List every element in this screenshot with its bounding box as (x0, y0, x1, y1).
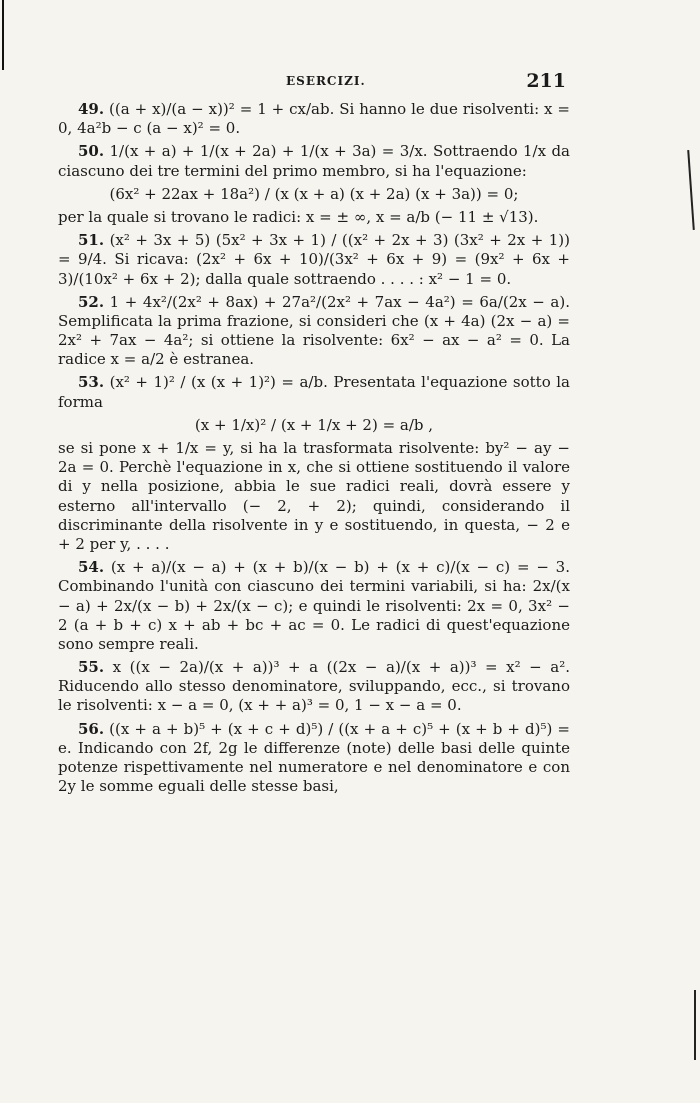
exercise-text: (x² + 3x + 5) (5x² + 3x + 1) / ((x² + 2x + 3) (3x² + 2x + 1)) = 9/4. Si ricava: (2x² + 6x + 10)/(3x² + 6x + 9) = (9x² + 6x + 3)/(10x² + 6x + 2); dalla quale sottraendo . . . . : x² − 1 = 0. (58, 231, 570, 288)
exercise-number: 55. (78, 658, 105, 677)
exercise-number: 50. (78, 142, 105, 161)
exercise-text: (x² + 1)² / (x (x + 1)²) = a/b. Presentata l'equazione sotto la forma (58, 373, 570, 411)
exercise-51 (58, 231, 570, 289)
page-number: 211 (526, 70, 566, 92)
exercise-text: ((x + a + b)⁵ + (x + c + d)⁵) / ((x + a + c)⁵ + (x + b + d)⁵) = e. Indicando con 2f, 2g le differenze (note) delle basi delle quinte potenze rispettivamente nel numeratore e nel denominatore e con 2y le somme eguali delle stesse basi, (58, 719, 570, 796)
exercise-number: 56. (78, 719, 105, 738)
exercise-number: 52. (78, 292, 105, 311)
exercise-number: 49. (78, 100, 105, 118)
exercise-text: 1 + 4x²/(2x² + 8ax) + 27a²/(2x² + 7ax − 4a²) = 6a/(2x − a). Semplificata la prima frazione, si consideri che (x + 4a) (2x − a) = 2x² + 7ax − 4a²; si ottiene la risolvente: 6x² − ax − a² = 0. La radice x = a/2 è estranea. (58, 292, 570, 369)
exercise-54 (58, 558, 570, 654)
exercise-number: 53. (78, 373, 105, 392)
display-equation: (x + 1/x)² / (x + 1/x + 2) = a/b , (194, 415, 434, 434)
exercise-text: ((a + x)/(a − x))² = 1 + cx/ab. Si hanno le due risolventi: x = 0, 4a²b − c (a − x)² = 0. (58, 100, 570, 138)
exercise-continuation: per la quale si trovano le radici: x = ± ∞, x = a/b (− 11 ± √13). (58, 207, 539, 226)
display-equation: (6x² + 22ax + 18a²) / (x (x + a) (x + 2a) (x + 3a)) = 0; (109, 184, 519, 203)
exercise-55 (58, 658, 570, 716)
scan-edge-mark (687, 150, 695, 230)
exercise-49 (58, 100, 570, 138)
scan-edge-mark (2, 0, 4, 70)
exercise-50 (58, 142, 570, 180)
exercise-56 (58, 720, 570, 797)
exercise-continuation: se si pone x + 1/x = y, si ha la trasformata risolvente: by² − ay − 2a = 0. Perchè l'equazione in x, che si ottiene sostituendo il valore di y nella posizione, abbia le sue radici reali, dovrà essere y esterno all'intervallo (− 2, + 2); quindi, considerando il discriminante della risolvente in y e sostituendo, in questa, − 2 e + 2 per y, . . . . (58, 439, 570, 553)
exercise-53 (58, 373, 570, 411)
exercise-text: x ((x − 2a)/(x + a))³ + a ((2x − a)/(x + a))³ = x² − a². Riducendo allo stesso denominatore, sviluppando, ecc., si trovano le risolventi: x − a = 0, (x + + a)³ = 0, 1 − x − a = 0. (58, 658, 570, 715)
exercise-list (58, 100, 570, 800)
running-title: ESERCIZI. (286, 74, 366, 88)
exercise-number: 54. (78, 558, 105, 577)
page-header (58, 70, 570, 94)
scan-edge-mark (694, 990, 696, 1060)
exercise-text: (x + a)/(x − a) + (x + b)/(x − b) + (x + c)/(x − c) = − 3. Combinando l'unità con ciascuno dei termini variabili, si ha: 2x/(x − a) + 2x/(x − b) + 2x/(x − c); e quindi le risolventi: 2x = 0, 3x² − 2 (a + b + c) x + ab + bc + ac = 0. Le radici di quest'equazione sono sempre reali. (58, 558, 570, 653)
exercise-52 (58, 293, 570, 370)
exercise-text: 1/(x + a) + 1/(x + 2a) + 1/(x + 3a) = 3/x. Sottraendo 1/x da ciascuno dei tre termini del primo membro, si ha l'equazione: (58, 142, 570, 180)
exercise-number: 51. (78, 231, 105, 250)
